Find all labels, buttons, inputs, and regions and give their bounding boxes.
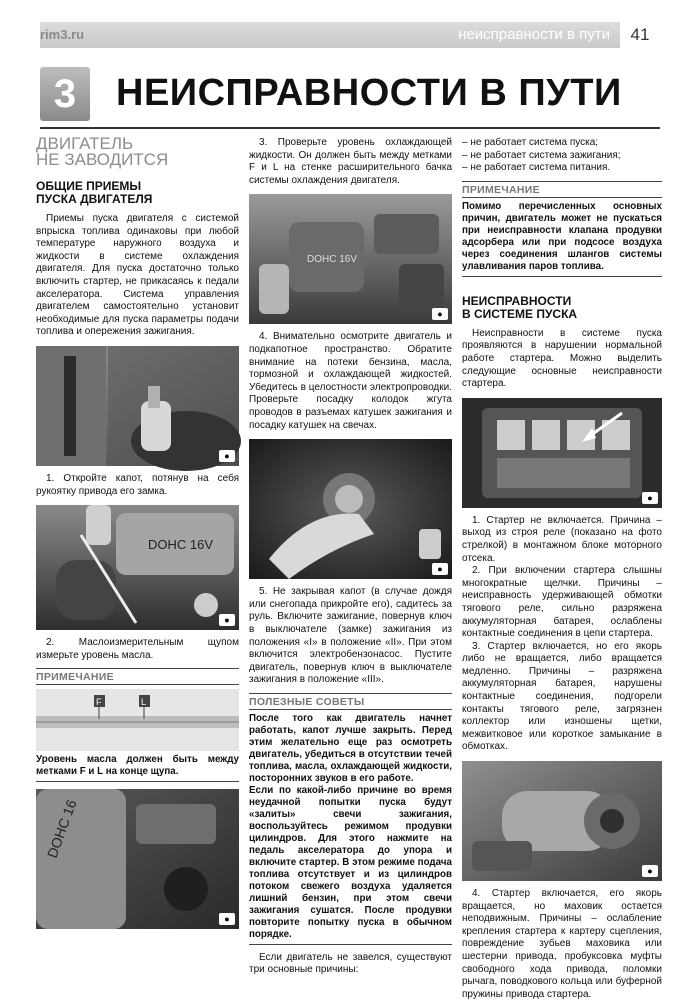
photo-starter bbox=[462, 761, 662, 881]
column-2 bbox=[249, 132, 452, 977]
engine-label: DOHC 16V bbox=[148, 537, 214, 553]
cause-item: – не работает система питания. bbox=[462, 162, 611, 174]
step-1: 1. Откройте капот, потянув на себя рукоятку привода его замка. bbox=[36, 472, 239, 497]
running-title: неисправности в пути bbox=[458, 26, 610, 43]
subsection-title-line: В СИСТЕМЕ ПУСКА bbox=[462, 306, 578, 321]
photo-engine-top-image bbox=[249, 194, 452, 324]
engine-label: DOHC 16V bbox=[307, 254, 358, 266]
camera-icon: ● bbox=[432, 308, 448, 320]
step-4: 4. Внимательно осмотрите двигатель и подкапотное пространство. Обратите внимание на потеки бензина, масла, тормозной и охлаждающей жидкостей. Убедитесь в целостности электропроводки. Проверьте посадку колодок жгута проводов в разъемах катушек зажигания и посадку катушек на свечах. bbox=[249, 331, 452, 431]
engine-label-photo4: DOHC 16 bbox=[43, 797, 80, 861]
camera-icon: ● bbox=[432, 563, 448, 575]
camera-icon: ● bbox=[219, 614, 235, 626]
dipstick-mark-l: L bbox=[141, 697, 147, 708]
step-5: 5. Не закрывая капот (в случае дождя или снегопада прикройте его), садитесь за руль. Включите зажигание, повернув ключ в выключателе (замке) зажигания из положения «I» в положение «II». При этом включится электробензонасос. Пустите двигатель, повернув ключ в выключателе зажигания в положение «III». bbox=[249, 586, 452, 686]
photo-ignition-key bbox=[249, 439, 452, 579]
section-title-line: НЕ ЗАВОДИТСЯ bbox=[36, 150, 169, 169]
photo-engine-bay bbox=[36, 789, 239, 929]
camera-icon: ● bbox=[219, 913, 235, 925]
paragraph-intro: Приемы пуска двигателя с системой впрыска топлива одинаковы при любой температуре наружного воздуха и жидкости в системе охлаждения двигателя. Для пуска достаточно только включить стартер, не прикасаясь к педали акселератора. Система управления двигателем самостоятельно установит необходимые для пуска параметры подачи топлива и опережения зажигания. bbox=[36, 213, 239, 338]
step-2: 2. Маслоизмерительным щупом измерьте уровень масла. bbox=[36, 637, 239, 661]
subsection-title-line: ПУСКА ДВИГАТЕЛЯ bbox=[36, 192, 153, 206]
item-2: 2. При включении стартера слышны многократные щелчки. Причины – неисправность удерживающей обмотки тягового реле, сильно разряжена аккумуляторная батарея, ослаблены контактные соединения в цепи стартера. bbox=[462, 565, 662, 640]
photo-engine-top bbox=[249, 194, 452, 324]
closing-paragraph: Если двигатель не завелся, существуют три основные причины: bbox=[249, 951, 452, 976]
chapter-title: НЕИСПРАВНОСТИ В ПУТИ bbox=[116, 72, 622, 114]
photo-fuse-box bbox=[462, 398, 662, 508]
camera-icon: ● bbox=[219, 450, 235, 462]
dipstick-mark-f: F bbox=[96, 697, 102, 708]
tip-1: После того как двигатель начнет работать, капот лучше закрыть. Перед этим желательно еще раз осмотреть двигатель, убедиться в отсутствии течей топлива, масла, охлаждающей жидкости, посторонних звуков в его работе. bbox=[249, 712, 452, 784]
subsection-title-line: ОБЩИЕ ПРИЕМЫ bbox=[36, 179, 142, 193]
item-4: 4. Стартер включается, его якорь вращается, но маховик остается неподвижным. Причины – ослабление крепления стартера к картеру сцепления, повреждение зубьев маховика или шестерни привода, пробуксовка муфты свободного хода привода, поломки рычага, поводкового кольца или буферной пружины привода стартера. bbox=[462, 888, 662, 1000]
photo-dipstick bbox=[36, 505, 239, 630]
note-title: ПРИМЕЧАНИЕ bbox=[36, 668, 239, 685]
photo-starter-image bbox=[462, 761, 662, 881]
photo-fuse-box-image bbox=[462, 398, 662, 508]
note-text: Уровень масла должен быть между метками F и L на конце щупа. bbox=[36, 754, 239, 782]
photo-engine-bay-image bbox=[36, 789, 239, 929]
column-1 bbox=[36, 132, 239, 929]
photo-ignition-key-image bbox=[249, 439, 452, 579]
column-3 bbox=[462, 132, 662, 1001]
item-1: 1. Стартер не включается. Причина – выход из строя реле (показано на фото стрелкой) в монтажном блоке моторного отсека. bbox=[462, 514, 662, 564]
cause-item: – не работает система пуска; bbox=[462, 137, 599, 148]
paragraph-intro: Неисправности в системе пуска проявляются в нарушении нормальной работе стартера. Можно выделить следующие основные неисправности стартера. bbox=[462, 327, 662, 390]
cause-item: – не работает система зажигания; bbox=[462, 149, 621, 161]
photo-hood-release-image bbox=[36, 346, 239, 466]
section-title bbox=[36, 136, 239, 168]
tips-title: ПОЛЕЗНЫЕ СОВЕТЫ bbox=[249, 693, 452, 710]
subsection-title-line: НЕИСПРАВНОСТИ bbox=[462, 293, 572, 308]
subsection-title bbox=[462, 295, 662, 321]
site-name[interactable]: rim3.ru bbox=[40, 27, 85, 42]
step-3: 3. Проверьте уровень охлаждающей жидкости. Он должен быть между метками F и L на стенке расширительного бачка системы охлаждения двигателя. bbox=[249, 137, 452, 186]
photo-dipstick-marks bbox=[36, 689, 239, 751]
item-3: 3. Стартер включается, но его якорь либо не вращается, либо вращается медленно. Причины – разряжена аккумуляторная батарея, нарушены контактные соединения, подгорели контакты тягового реле, загрязнен коллектор или изношены щетки, межвитковое или короткое замыкание в обмотках. bbox=[462, 640, 662, 753]
note-title: ПРИМЕЧАНИЕ bbox=[462, 181, 662, 198]
subsection-title bbox=[36, 180, 239, 206]
photo-hood-release bbox=[36, 346, 239, 466]
photo-dipstick-image bbox=[36, 505, 239, 630]
chapter-number: 3 bbox=[40, 67, 90, 121]
section-title-line: ДВИГАТЕЛЬ bbox=[36, 134, 134, 153]
page-number: 41 bbox=[620, 22, 660, 48]
tip-2: Если по какой-либо причине во время неудачной попытки пуска будут «залиты» свечи зажигания, воспользуйтесь режимом продувки цилиндров. Для этого нажмите на педаль акселератора до упора и включите стартер. В этом режиме подача топлива отсутствует и из цилиндров потоком свежего воздуха удаляется лишний бензин, при этом свечи зажигания сушатся. После продувки повторите попытку пуска в обычном порядке. bbox=[249, 785, 452, 945]
title-rule bbox=[40, 127, 660, 129]
dipstick-diagram bbox=[36, 689, 239, 751]
note-text: Помимо перечисленных основных причин, двигатель может не пускаться при неисправности клапана продувки адсорбера или при подсосе воздуха через соединения шлангов системы улавливания паров топлива. bbox=[462, 201, 662, 277]
camera-icon: ● bbox=[642, 865, 658, 877]
camera-icon: ● bbox=[642, 492, 658, 504]
